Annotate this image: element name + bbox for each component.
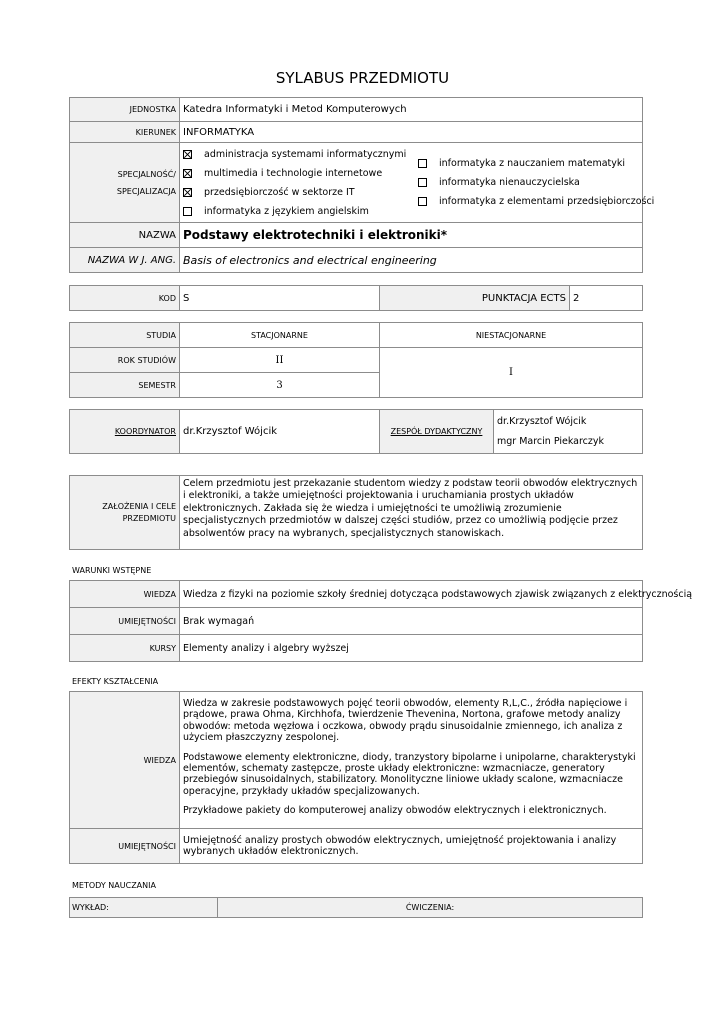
outcomes-table [69, 691, 643, 864]
prereq-courses: Elementy analizy i algebry wyższej [180, 635, 643, 662]
checkbox-checked-icon[interactable] [183, 169, 192, 178]
outcomes-knowledge [180, 692, 643, 829]
nonstationary-header: NIESTACJONARNE [380, 323, 643, 348]
prereq-knowledge-label: WIEDZA [70, 581, 180, 608]
nonstationary-value: I [380, 348, 643, 398]
direction-label: KIERUNEK [70, 122, 180, 143]
specialty-option-english[interactable]: informatyka z językiem angielskim [183, 202, 406, 221]
prereq-table [69, 580, 693, 662]
code-table [69, 285, 643, 311]
specialty-option-entrepreneurship-it[interactable]: przedsiębiorczość w sektorze IT [183, 183, 406, 202]
outcomes-skills: Umiejętność analizy prostych obwodów elektrycznych, umiejętność projektowania i analizy wybranych układów elektronicznych. [180, 829, 643, 864]
specialty-options [180, 143, 655, 223]
prereq-section-title: WARUNKI WSTĘPNE [72, 566, 152, 575]
code-value: S [180, 286, 380, 311]
outcomes-section-title: EFEKTY KSZTAŁCENIA [72, 677, 159, 686]
name-en-label: NAZWA W J. ANG. [70, 248, 180, 273]
studies-table [69, 322, 643, 398]
specialty-label [70, 143, 180, 223]
methods-section-title: METODY NAUCZANIA [72, 881, 156, 890]
ects-value: 2 [570, 286, 643, 311]
goals-label-line2: PRZEDMIOTU [122, 513, 176, 523]
name-label: NAZWA [70, 223, 180, 248]
outcomes-knowledge-label: WIEDZA [70, 692, 180, 829]
header-table [69, 97, 655, 273]
specialty-label-line1: SPECJALNOŚĆ/ [117, 169, 176, 179]
code-label: KOD [70, 286, 180, 311]
goals-label [70, 476, 180, 550]
coordinator-label: KOORDYNATOR [70, 410, 180, 454]
subject-name-en: Basis of electronics and electrical engineering [180, 248, 643, 273]
subject-name: Podstawy elektrotechniki i elektroniki* [180, 223, 643, 248]
page-title: SYLABUS PRZEDMIOTU [275, 69, 450, 87]
specialty-option-entrepreneurship[interactable]: informatyka z elementami przedsiębiorczości [418, 192, 654, 211]
prereq-skills: Brak wymagań [180, 608, 643, 635]
exercises-label: ĆWICZENIA: [218, 898, 643, 918]
studies-label: STUDIA [70, 323, 180, 348]
team-members [494, 410, 643, 454]
semester-stationary: 3 [180, 373, 380, 398]
checkbox-checked-icon[interactable] [183, 150, 192, 159]
team-member: mgr Marcin Piekarczyk [497, 435, 605, 447]
year-label: ROK STUDIÓW [70, 348, 180, 373]
outcome-paragraph: Przykładowe pakiety do komputerowej analizy obwodów elektrycznych i elektronicznych. [183, 805, 607, 817]
specialty-option-math-teaching[interactable]: informatyka z nauczaniem matematyki [418, 154, 654, 173]
team-member: dr.Krzysztof Wójcik [497, 415, 587, 427]
outcomes-skills-label: UMIEJĘTNOŚCI [70, 829, 180, 864]
goals-label-line1: ZAŁOŻENIA I CELE [102, 501, 176, 511]
unit-label: JEDNOSTKA [70, 98, 180, 122]
specialty-option-admin[interactable]: administracja systemami informatycznymi [183, 145, 406, 164]
checkbox-unchecked-icon[interactable] [183, 207, 192, 216]
direction-value: INFORMATYKA [180, 122, 643, 143]
specialty-right-list [418, 154, 654, 211]
checkbox-unchecked-icon[interactable] [418, 159, 427, 168]
goals-table [69, 475, 643, 550]
lecture-label: WYKŁAD: [70, 898, 218, 918]
goals-text: Celem przedmiotu jest przekazanie studentom wiedzy z podstaw teorii obwodów elektrycznych i elektroniki, a także umiejętności projektowania i uruchamiania prostych układów elektronicznych. Zakłada się że wiedza i umiejętności te umożliwią zrozumienie specjalistycznych przedmiotów w dalszej części studiów, przez co umożliwią podjęcie przez absolwentów pracy na wybranych, specjalistycznych stanowiskach. [180, 476, 643, 550]
outcome-paragraph: Podstawowe elementy elektroniczne, diody, tranzystory bipolarne i unipolarne, charakterystyki elementów, schematy zastępcze, proste układy elektroniczne: wzmacniacze, generatory przebiegów sinusoidalnych, stabilizatory. Monolityczne liniowe układy scalone, wzmacniacze operacyjne, przykłady układów specjalizowanych. [183, 751, 636, 797]
specialty-left-list [183, 145, 406, 221]
year-stationary: II [180, 348, 380, 373]
coordinator-table [69, 409, 643, 454]
ects-label: PUNKTACJA ECTS [380, 286, 570, 311]
stationary-header: STACJONARNE [180, 323, 380, 348]
outcome-paragraph: Wiedza w zakresie podstawowych pojęć teorii obwodów, elementy R,L,C., źródła napięciowe i prądowe, prawa Ohma, Kirchhofa, twierdzenie Thevenina, Nortona, grafowe metody analizy obwodów: metoda węzłowa i oczkowa, obwody prądu sinusoidalnie zmiennego, ich analiza z użyciem płaszczyzny zespolonej. [183, 698, 628, 744]
prereq-courses-label: KURSY [70, 635, 180, 662]
coordinator-value: dr.Krzysztof Wójcik [180, 410, 380, 454]
prereq-skills-label: UMIEJĘTNOŚCI [70, 608, 180, 635]
specialty-option-multimedia[interactable]: multimedia i technologie internetowe [183, 164, 406, 183]
checkbox-checked-icon[interactable] [183, 188, 192, 197]
unit-value: Katedra Informatyki i Metod Komputerowych [180, 98, 643, 122]
checkbox-unchecked-icon[interactable] [418, 178, 427, 187]
methods-table [69, 897, 643, 918]
specialty-option-non-teaching[interactable]: informatyka nienauczycielska [418, 173, 654, 192]
checkbox-unchecked-icon[interactable] [418, 197, 427, 206]
semester-label: SEMESTR [70, 373, 180, 398]
specialty-label-line2: SPECJALIZACJA [116, 186, 176, 196]
team-label: ZESPÓŁ DYDAKTYCZNY [380, 410, 494, 454]
prereq-knowledge: Wiedza z fizyki na poziomie szkoły średniej dotycząca podstawowych zjawisk związanych z elektrycznością [180, 581, 643, 608]
